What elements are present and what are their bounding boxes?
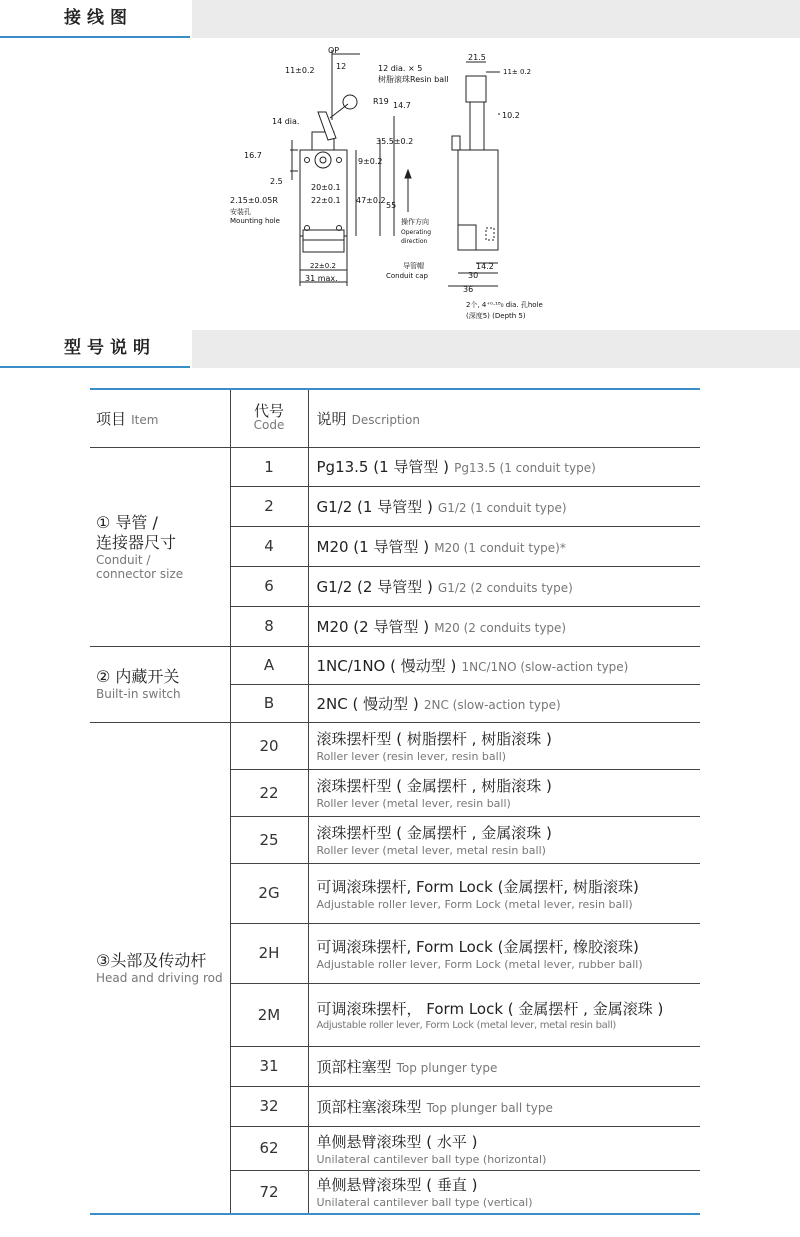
code-cell: 8 [230,606,308,646]
desc-cell: 滚珠摆杆型 ( 金属摆杆 , 金属滚珠 ) Roller lever (metal lever, metal resin ball) [308,816,700,863]
label-14-dia: 14 dia. [272,117,300,126]
code-cell: 62 [230,1126,308,1170]
label-mount-r: 2.15±0.05R [230,196,278,205]
group-switch: ② 内藏开关 Built-in switch [90,646,230,722]
table-row [90,646,700,684]
code-cell: 2M [230,983,308,1046]
desc-cell: G1/2 (2 导管型 ) G1/2 (2 conduits type) [308,566,700,606]
desc-cell: M20 (1 导管型 ) M20 (1 conduit type)* [308,526,700,566]
code-cell: 4 [230,526,308,566]
label-hole-depth: (深度5) (Depth 5) [466,312,526,320]
code-cell: 20 [230,722,308,769]
label-op-dir-en2: direction [401,238,428,245]
code-cell: 72 [230,1170,308,1214]
code-cell: 22 [230,769,308,816]
label-2-5: 2.5 [270,177,283,186]
label-cap-en: Conduit cap [386,272,428,280]
dimension-drawing [0,40,800,330]
desc-cell: 顶部柱塞型 Top plunger type [308,1046,700,1086]
label-ball-dia: 12 dia. × 5 [378,64,423,73]
label-14-7: 14.7 [393,101,411,110]
table-header-row [90,389,700,447]
header-code: 代号 Code [230,389,308,447]
code-cell: 6 [230,566,308,606]
desc-cell: 滚珠摆杆型 ( 树脂摆杆 , 树脂滚珠 ) Roller lever (resin lever, resin ball) [308,722,700,769]
group-conduit: ① 导管 / 连接器尺寸 Conduit / connector size [90,447,230,646]
header-item: 项目 Item [90,389,230,447]
group-head: ③头部及传动杆 Head and driving rod [90,722,230,1214]
label-21-5: 21.5 [468,53,486,62]
label-mount-zh: 安装孔 [230,208,251,216]
desc-cell: 可调滚珠摆杆, Form Lock (金属摆杆, 树脂滚珠) Adjustable roller lever, Form Lock (metal lever, resin ball) [308,863,700,923]
table-row [90,722,700,769]
desc-cell: Pg13.5 (1 导管型 ) Pg13.5 (1 conduit type) [308,447,700,486]
section-title-wiring: 接线图 [0,0,190,38]
desc-cell: 单侧悬臂滚珠型 ( 垂直 ) Unilateral cantilever ball type (vertical) [308,1170,700,1214]
label-14-2: 14.2 [476,262,494,271]
code-cell: A [230,646,308,684]
label-10-2: 10.2 [502,111,520,120]
label-op-dir-zh: 操作方向 [401,218,429,226]
label-11: 11±0.2 [285,66,315,75]
label-11b: 11± 0.2 [503,68,532,76]
desc-cell: 滚珠摆杆型 ( 金属摆杆 , 树脂滚珠 ) Roller lever (metal lever, resin ball) [308,769,700,816]
label-31-max: 31 max. [305,274,338,283]
label-20: 20±0.1 [311,183,341,192]
label-47: 47±0.2 [356,196,386,205]
header-description: 说明 Description [308,389,700,447]
code-cell: B [230,684,308,722]
code-cell: 32 [230,1086,308,1126]
label-resin-ball: 树脂滚珠Resin ball [378,75,449,84]
label-op-dir-en1: Operating [401,229,431,236]
model-table [90,388,700,1215]
label-22b: 22±0.2 [310,262,336,270]
section-header-model [0,330,800,368]
label-9: 9±0.2 [358,157,383,166]
desc-cell: 2NC ( 慢动型 ) 2NC (slow-action type) [308,684,700,722]
label-hole: 2个, 4⁺⁰·¹⁸₀ dia. 孔hole [466,301,543,309]
code-cell: 2G [230,863,308,923]
desc-cell: 可调滚珠摆杆， Form Lock ( 金属摆杆 , 金属滚珠 ) Adjustable roller lever, Form Lock (metal lever, metal resin ball) [308,983,700,1046]
label-12: 12 [336,62,347,71]
label-36: 36 [463,285,474,294]
code-cell: 25 [230,816,308,863]
label-55: 55 [386,201,397,210]
code-cell: 1 [230,447,308,486]
desc-cell: 单侧悬臂滚珠型 ( 水平 ) Unilateral cantilever ball type (horizontal) [308,1126,700,1170]
label-30: 30 [468,271,479,280]
section-title-model: 型号说明 [0,330,190,368]
desc-cell: M20 (2 导管型 ) M20 (2 conduits type) [308,606,700,646]
label-16-7: 16.7 [244,151,262,160]
desc-cell: 可调滚珠摆杆, Form Lock (金属摆杆, 橡胶滚珠) Adjustable roller lever, Form Lock (metal lever, rubber ball) [308,923,700,983]
table-row [90,447,700,486]
desc-cell: 1NC/1NO ( 慢动型 ) 1NC/1NO (slow-action type) [308,646,700,684]
label-r19: R19 [373,97,389,106]
label-mount-en: Mounting hole [230,217,280,225]
label-22a: 22±0.1 [311,196,341,205]
section-header-wiring [0,0,800,38]
label-35-5: 35.5±0.2 [376,137,414,146]
label-cap-zh: 导管帽 [403,262,424,270]
label-op: OP [328,46,340,55]
code-cell: 2H [230,923,308,983]
code-cell: 2 [230,486,308,526]
desc-cell: 顶部柱塞滚珠型 Top plunger ball type [308,1086,700,1126]
desc-cell: G1/2 (1 导管型 ) G1/2 (1 conduit type) [308,486,700,526]
code-cell: 31 [230,1046,308,1086]
